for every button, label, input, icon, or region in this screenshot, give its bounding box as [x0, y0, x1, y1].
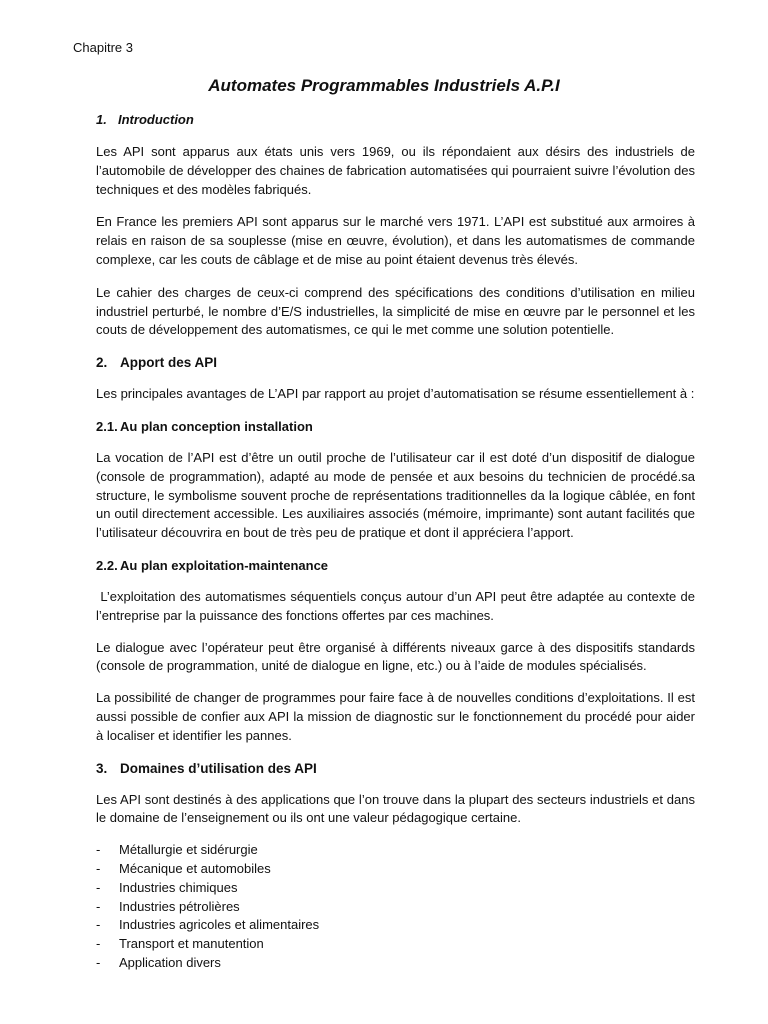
section-3-paragraph-1: Les API sont destinés à des applications que l’on trouve dans la plupart des secteurs industriels et dans le domaine de l’enseignement ou ils ont une valeur pédagogique certaine. [96, 791, 695, 826]
list-item-text: Mécanique et automobiles [119, 860, 271, 876]
list-item-text: Métallurgie et sidérurgie [119, 842, 258, 858]
bullet-dash: - [96, 954, 101, 970]
list-item [96, 898, 695, 917]
section-1-paragraph-2: En France les premiers API sont apparus sur le marché vers 1971. L’API est substitué aux armoires à relais en raison de sa souplesse (mise en œuvre, évolution), et dans les automatismes de commande complexe, car les couts de câblage et de mise au point étaient devenus très élevés. [96, 214, 695, 267]
section-2-2-title: Au plan exploitation-maintenance [120, 557, 329, 573]
section-2-title: Apport des API [120, 355, 218, 371]
list-item-text: Application divers [119, 954, 221, 970]
section-1-heading [96, 110, 695, 129]
bullet-dash: - [96, 879, 101, 895]
bullet-dash: - [96, 917, 101, 933]
section-2-2-paragraph-2: Le dialogue avec l’opérateur peut être organisé à différents niveaux garce à des dispositifs standards (console de programmation, unité de dialogue en ligne, etc.) ou à l’aide de modules spécialisés. [96, 639, 695, 674]
section-2-2-paragraph-1: L’exploitation des automatismes séquentiels conçus autour d’un API peut être adaptée au contexte de l’entreprise par la puissance des fonctions offertes par ces machines. [96, 588, 699, 623]
document-title: Automates Programmables Industriels A.P.I [208, 76, 560, 95]
section-2-intro: Les principales avantages de L’API par rapport au projet d’automatisation se résume essentiellement à : [96, 386, 695, 402]
list-item-text: Industries pétrolières [119, 898, 240, 914]
list-item [96, 916, 695, 935]
list-item-text: Industries chimiques [119, 879, 238, 895]
application-domains-list [96, 841, 695, 973]
section-1-paragraph-3: Le cahier des charges de ceux-ci comprend des spécifications des conditions d’utilisation en milieu industriel perturbé, le nombre d’E/S industrielles, la simplicité de mise en œuvre par le personnel et les couts de développement des automatismes, ce qui le met comme une solution potentielle. [96, 284, 695, 338]
section-2-1-number: 2.1. [96, 418, 118, 434]
section-2-1-title: Au plan conception installation [120, 418, 313, 434]
bullet-dash: - [96, 936, 101, 952]
bullet-dash: - [96, 860, 101, 876]
list-item [96, 935, 695, 954]
list-item [96, 841, 695, 860]
section-3-title: Domaines d’utilisation des API [120, 760, 317, 776]
section-1-number: 1. [96, 112, 107, 127]
document-body [96, 110, 699, 973]
section-2-1-paragraph-1: La vocation de l’API est d’être un outil proche de l’utilisateur car il est doté d’un dispositif de dialogue (console de programmation), adapté au mode de pensée et aux besoins du technicien de procédé.sa structure, le symbolisme souvent proche de représentations traditionnelles da la logique câblée, en font un outil directement accessible. Les auxiliaires associés (mémoire, imprimante) sont autant facilités que l’utilisateur découvrira en bout de très peu de pratique et dont il appréciera l’apport. [96, 449, 695, 541]
list-item [96, 954, 695, 973]
list-item-text: Transport et manutention [119, 936, 264, 952]
section-2-1-heading [96, 417, 695, 436]
section-3-number: 3. [96, 760, 108, 776]
section-1-title: Introduction [118, 112, 194, 127]
section-3-heading [96, 759, 695, 778]
section-2-2-number: 2.2. [96, 557, 118, 573]
section-1-paragraph-1: Les API sont apparus aux états unis vers 1969, ou ils répondaient aux désirs des industriels de l’automobile de développer des chaines de fabrication automatisées qui pourraient suivre l’évolution des techniques et des modèles fabriqués. [96, 144, 695, 197]
section-2-2-paragraph-3: La possibilité de changer de programmes pour faire face à de nouvelles conditions d’exploitations. Il est aussi possible de confier aux API la mission de diagnostic sur le fonctionnement du procédé pour aider à localiser et identifier les pannes. [96, 690, 695, 743]
list-item-text: Industries agricoles et alimentaires [119, 917, 320, 933]
bullet-dash: - [96, 898, 101, 914]
section-2-number: 2. [96, 355, 108, 371]
chapter-label: Chapitre 3 [73, 40, 133, 55]
bullet-dash: - [96, 842, 101, 858]
section-2-2-heading [96, 556, 695, 575]
list-item [96, 879, 695, 898]
list-item [96, 860, 695, 879]
section-2-heading [96, 353, 695, 372]
